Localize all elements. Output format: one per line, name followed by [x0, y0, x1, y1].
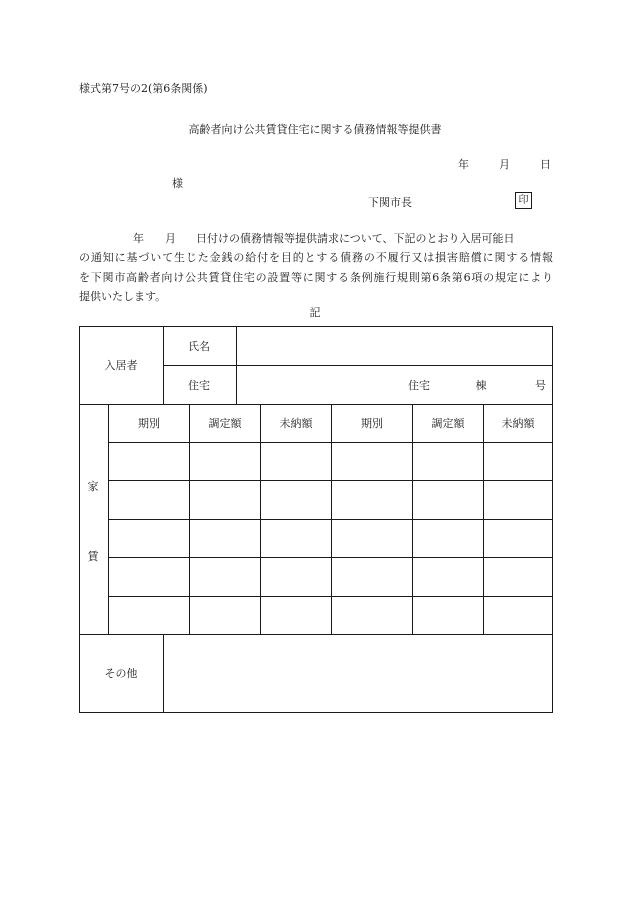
address-suffix-to: 棟 — [475, 379, 487, 392]
rent-header-unpaid-2: 未納額 — [501, 417, 535, 430]
resident-label: 入居者 — [104, 359, 138, 372]
date-line — [458, 156, 551, 172]
address-suffix-go: 号 — [535, 379, 546, 392]
document-title: 高齢者向け公共賃貸住宅に関する債務情報等提供書 — [188, 123, 442, 136]
body-text — [79, 229, 553, 306]
other-label: その他 — [104, 667, 138, 680]
body-line-1 — [79, 229, 553, 248]
ki-heading: 記 — [309, 306, 321, 319]
date-month-label: 月 — [499, 158, 510, 171]
info-table — [79, 326, 553, 713]
address-label: 住宅 — [188, 379, 210, 392]
name-label: 氏名 — [188, 340, 210, 353]
issuer-name: 下関市長 — [368, 196, 412, 209]
body-line-4: 提供いたします。 — [79, 289, 167, 303]
rent-header-assessed-2: 調定額 — [431, 417, 465, 430]
body-year-label: 年 — [133, 232, 144, 245]
rent-label-chin: 賃 — [87, 550, 99, 563]
body-line-2: の通知に基づいて生じた金銭の給付を目的とする債務の不履行又は損害賠償に関する情報 — [79, 251, 553, 265]
body-line-3: を下関市高齢者向け公共賃貸住宅の設置等に関する条例施行規則第6条第6項の規定により — [79, 270, 553, 284]
rent-label-ka: 家 — [87, 480, 99, 493]
seal-mark: 印 — [515, 192, 532, 209]
rent-header-period-1: 期別 — [138, 417, 160, 430]
rent-header-unpaid-1: 未納額 — [279, 417, 313, 430]
addressee-suffix: 様 — [172, 177, 183, 190]
body-line-1-rest: 日付けの債務情報等提供請求について、下記のとおり入居可能日 — [196, 232, 515, 245]
body-month-label: 月 — [165, 232, 176, 245]
form-number: 様式第7号の2(第6条関係) — [79, 82, 208, 95]
date-day-label: 日 — [540, 158, 551, 171]
rent-header-period-2: 期別 — [361, 417, 383, 430]
date-year-label: 年 — [458, 158, 469, 171]
rent-header-assessed-1: 調定額 — [208, 417, 242, 430]
address-suffix-jutaku: 住宅 — [408, 379, 430, 392]
